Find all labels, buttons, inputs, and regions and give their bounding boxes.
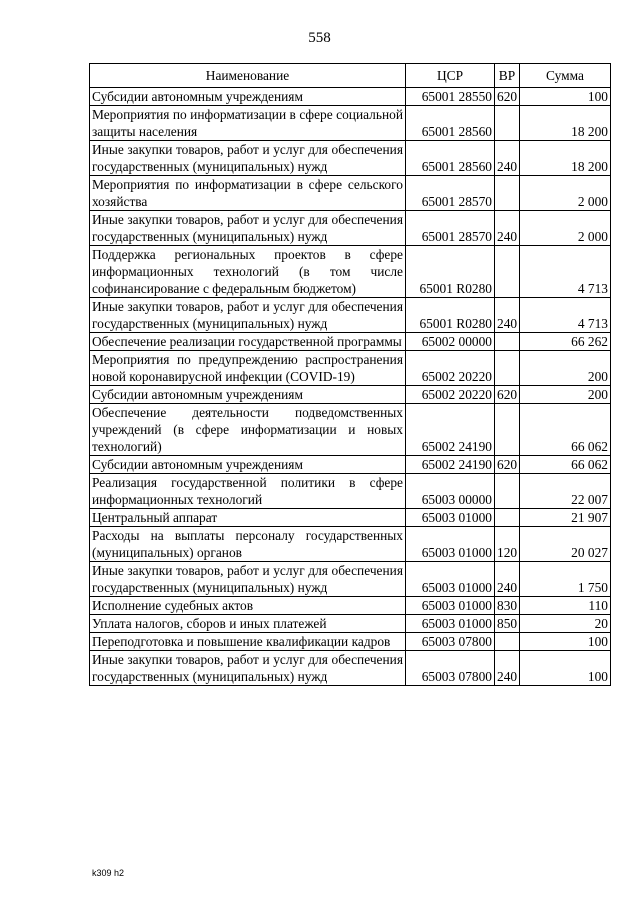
row-csr: 65003 01000 — [406, 527, 495, 562]
table-row — [90, 404, 611, 456]
row-sum: 4 713 — [520, 246, 611, 298]
row-sum: 1 750 — [520, 562, 611, 597]
row-name: Мероприятия по информатизации в сфере социальной защиты населения — [90, 106, 406, 141]
row-name: Расходы на выплаты персоналу государственных (муниципальных) органов — [90, 527, 406, 562]
document-code: k309 h2 — [92, 868, 125, 878]
table-row — [90, 141, 611, 176]
row-sum: 66 062 — [520, 456, 611, 474]
row-sum: 66 062 — [520, 404, 611, 456]
row-sum: 200 — [520, 386, 611, 404]
row-csr: 65003 01000 — [406, 597, 495, 615]
row-csr: 65003 00000 — [406, 474, 495, 509]
row-csr: 65003 01000 — [406, 562, 495, 597]
row-vr: 620 — [495, 88, 520, 106]
row-name: Центральный аппарат — [90, 509, 406, 527]
row-name: Субсидии автономным учреждениям — [90, 88, 406, 106]
table-header-row — [90, 64, 611, 88]
table-row — [90, 333, 611, 351]
row-sum: 100 — [520, 633, 611, 651]
row-sum: 100 — [520, 651, 611, 686]
budget-table — [89, 63, 611, 686]
row-sum: 2 000 — [520, 176, 611, 211]
table-row — [90, 176, 611, 211]
row-name: Субсидии автономным учреждениям — [90, 456, 406, 474]
row-vr: 240 — [495, 562, 520, 597]
row-name: Субсидии автономным учреждениям — [90, 386, 406, 404]
row-vr: 240 — [495, 141, 520, 176]
row-vr: 120 — [495, 527, 520, 562]
row-vr: 240 — [495, 651, 520, 686]
table-row — [90, 211, 611, 246]
row-sum: 20 — [520, 615, 611, 633]
row-vr — [495, 509, 520, 527]
table-row — [90, 351, 611, 386]
row-vr: 240 — [495, 211, 520, 246]
table-row — [90, 597, 611, 615]
row-csr: 65001 R0280 — [406, 246, 495, 298]
row-name: Реализация государственной политики в сфере информационных технологий — [90, 474, 406, 509]
table-row — [90, 298, 611, 333]
row-name: Обеспечение реализации государственной программы — [90, 333, 406, 351]
row-name: Иные закупки товаров, работ и услуг для обеспечения государственных (муниципальных) нужд — [90, 562, 406, 597]
header-name: Наименование — [90, 64, 406, 88]
row-vr — [495, 633, 520, 651]
row-vr: 240 — [495, 298, 520, 333]
row-csr: 65003 07800 — [406, 651, 495, 686]
row-name: Обеспечение деятельности подведомственных учреждений (в сфере информатизации и новых технологий) — [90, 404, 406, 456]
row-sum: 20 027 — [520, 527, 611, 562]
row-csr: 65002 20220 — [406, 351, 495, 386]
row-vr: 850 — [495, 615, 520, 633]
table-row — [90, 651, 611, 686]
row-csr: 65001 28560 — [406, 141, 495, 176]
header-sum: Сумма — [520, 64, 611, 88]
row-csr: 65001 28570 — [406, 176, 495, 211]
row-vr — [495, 246, 520, 298]
row-csr: 65003 01000 — [406, 615, 495, 633]
table-row — [90, 386, 611, 404]
row-sum: 66 262 — [520, 333, 611, 351]
row-name: Иные закупки товаров, работ и услуг для обеспечения государственных (муниципальных) нужд — [90, 298, 406, 333]
row-sum: 100 — [520, 88, 611, 106]
row-name: Переподготовка и повышение квалификации кадров — [90, 633, 406, 651]
row-vr: 620 — [495, 456, 520, 474]
row-name: Иные закупки товаров, работ и услуг для обеспечения государственных (муниципальных) нужд — [90, 141, 406, 176]
row-vr: 620 — [495, 386, 520, 404]
row-vr — [495, 333, 520, 351]
row-name: Мероприятия по предупреждению распространения новой коронавирусной инфекции (COVID-19) — [90, 351, 406, 386]
row-sum: 200 — [520, 351, 611, 386]
page-number: 558 — [308, 30, 331, 46]
row-vr — [495, 176, 520, 211]
table-row — [90, 246, 611, 298]
row-vr — [495, 351, 520, 386]
row-sum: 110 — [520, 597, 611, 615]
table-row — [90, 106, 611, 141]
table-row — [90, 474, 611, 509]
header-vr: ВР — [495, 64, 520, 88]
row-name: Мероприятия по информатизации в сфере сельского хозяйства — [90, 176, 406, 211]
row-vr — [495, 474, 520, 509]
row-sum: 2 000 — [520, 211, 611, 246]
row-csr: 65002 24190 — [406, 456, 495, 474]
row-vr — [495, 404, 520, 456]
row-name: Иные закупки товаров, работ и услуг для обеспечения государственных (муниципальных) нужд — [90, 211, 406, 246]
row-sum: 21 907 — [520, 509, 611, 527]
row-csr: 65003 07800 — [406, 633, 495, 651]
row-vr: 830 — [495, 597, 520, 615]
table-row — [90, 88, 611, 106]
table-row — [90, 509, 611, 527]
row-csr: 65001 28570 — [406, 211, 495, 246]
table-row — [90, 562, 611, 597]
row-csr: 65001 28550 — [406, 88, 495, 106]
row-csr: 65001 28560 — [406, 106, 495, 141]
row-csr: 65002 20220 — [406, 386, 495, 404]
row-name: Исполнение судебных актов — [90, 597, 406, 615]
row-sum: 4 713 — [520, 298, 611, 333]
table-row — [90, 456, 611, 474]
row-sum: 18 200 — [520, 106, 611, 141]
row-sum: 22 007 — [520, 474, 611, 509]
row-csr: 65002 24190 — [406, 404, 495, 456]
table-row — [90, 633, 611, 651]
row-name: Поддержка региональных проектов в сфере информационных технологий (в том числе софинансирование с федеральным бюджетом) — [90, 246, 406, 298]
table-row — [90, 527, 611, 562]
header-csr: ЦСР — [406, 64, 495, 88]
row-sum: 18 200 — [520, 141, 611, 176]
row-name: Иные закупки товаров, работ и услуг для обеспечения государственных (муниципальных) нужд — [90, 651, 406, 686]
row-vr — [495, 106, 520, 141]
row-name: Уплата налогов, сборов и иных платежей — [90, 615, 406, 633]
row-csr: 65002 00000 — [406, 333, 495, 351]
row-csr: 65003 01000 — [406, 509, 495, 527]
table-row — [90, 615, 611, 633]
row-csr: 65001 R0280 — [406, 298, 495, 333]
